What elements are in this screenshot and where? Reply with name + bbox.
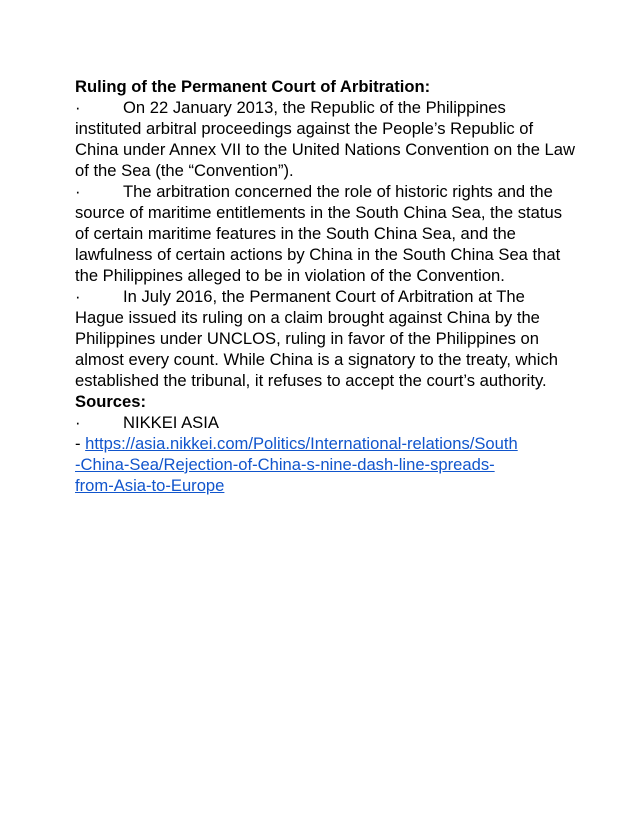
- bullet-glyph: ·: [75, 413, 81, 432]
- source-link-block: [75, 433, 575, 496]
- bullet-paragraph-1: [75, 97, 575, 181]
- source-link-line-1[interactable]: https://asia.nikkei.com/Politics/International-relations/South: [85, 434, 518, 453]
- source-prefix: -: [75, 434, 86, 453]
- section-heading: Ruling of the Permanent Court of Arbitration:: [75, 77, 431, 96]
- document-body: [75, 76, 575, 496]
- paragraph-text: In July 2016, the Permanent Court of Arbitration at The Hague issued its ruling on a claim brought against China by the Philippines under UNCLOS, ruling in favor of the Philippines on almost every count. While China is a signatory to the treaty, which established the tribunal, it refuses to accept the court’s authority.: [75, 287, 558, 390]
- source-link-line-2[interactable]: -China-Sea/Rejection-of-China-s-nine-dash-line-spreads-: [75, 455, 495, 474]
- bullet-paragraph-2: [75, 181, 575, 286]
- bullet-paragraph-3: [75, 286, 575, 391]
- paragraph-text: The arbitration concerned the role of historic rights and the source of maritime entitlements in the South China Sea, the status of certain maritime features in the South China Sea, and the lawfulness of certain actions by China in the South China Sea that the Philippines alleged to be in violation of the Convention.: [75, 182, 563, 285]
- bullet-glyph: ·: [75, 182, 81, 201]
- source-name: NIKKEI ASIA: [123, 413, 219, 432]
- bullet-glyph: ·: [75, 98, 81, 117]
- paragraph-text: On 22 January 2013, the Republic of the Philippines instituted arbitral proceedings against the People’s Republic of China under Annex VII to the United Nations Convention on the Law of the Sea (the “Convention”).: [75, 98, 575, 180]
- source-link-line-3[interactable]: from-Asia-to-Europe: [75, 476, 225, 495]
- source-item: [75, 412, 575, 433]
- bullet-glyph: ·: [75, 287, 81, 306]
- sources-heading: Sources:: [75, 392, 147, 411]
